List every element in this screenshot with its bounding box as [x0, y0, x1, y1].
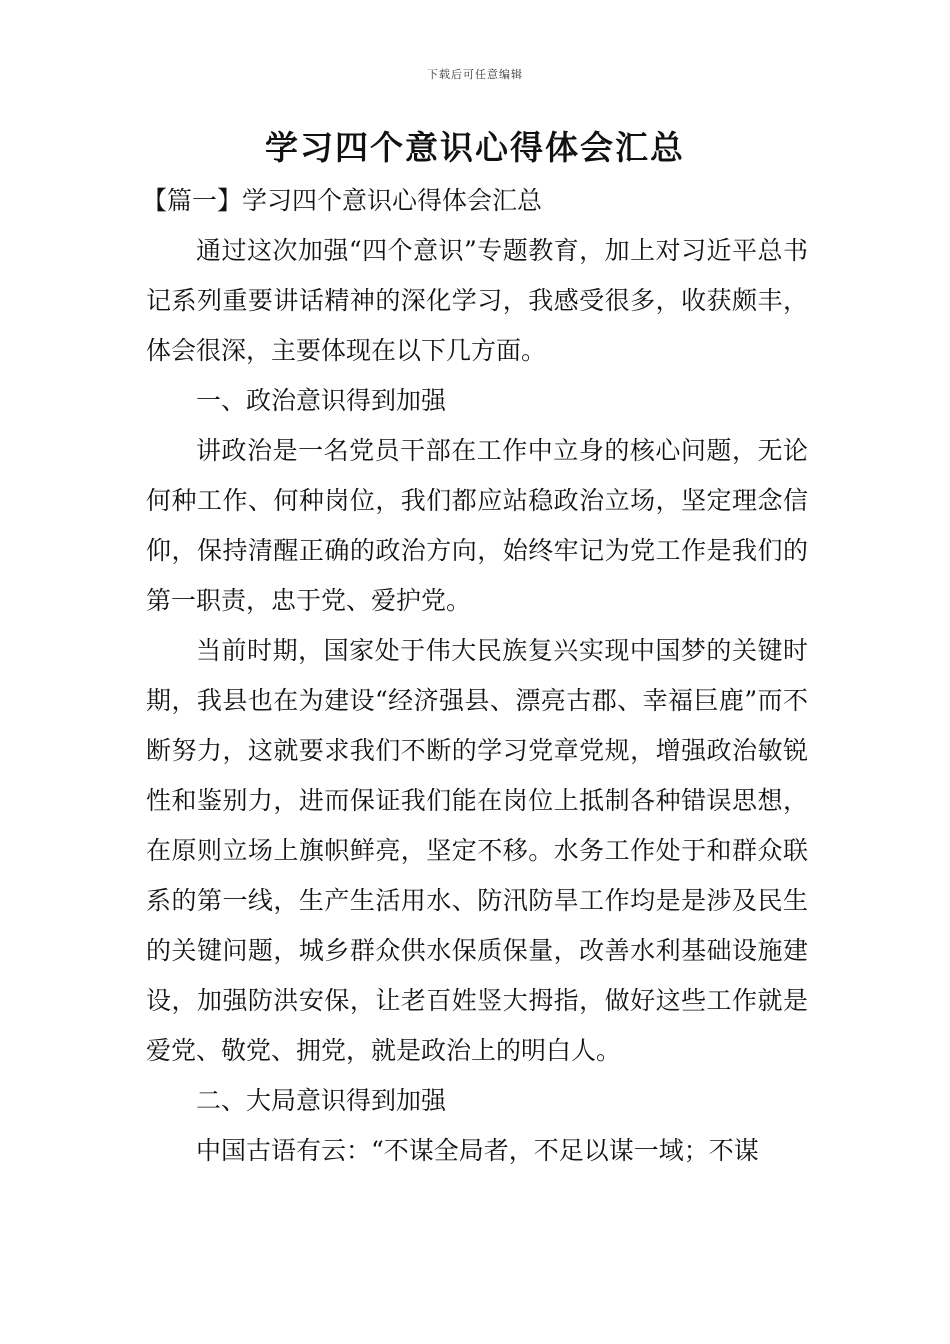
paragraph-political-2: 当前时期，国家处于伟大民族复兴实现中国梦的关键时期，我县也在为建设“经济强县、漂亮古郡、幸福巨鹿”而不断努力，这就要求我们不断的学习党章党规，增强政治敏锐性和鉴别力，进而保证我们能在岗位上抵制各种错误思想，在原则立场上旗帜鲜亮，坚定不移。水务工作处于和群众联系的第一线，生产生活用水、防汛防旱工作均是是涉及民生的关键问题，城乡群众供水保质保量，改善水利基础设施建设，加强防洪安保，让老百姓竖大拇指，做好这些工作就是爱党、敬党、拥党，就是政治上的明白人。 — [146, 636, 808, 1065]
paragraph-overall-1: 中国古语有云：“不谋全局者，不足以谋一域；不谋 — [196, 1136, 759, 1165]
section-heading-overall: 二、大局意识得到加强 — [196, 1086, 447, 1115]
paragraph-political-1: 讲政治是一名党员干部在工作中立身的核心问题，无论何种工作、何种岗位，我们都应站稳政治立场，坚定理念信仰，保持清醒正确的政治方向，始终牢记为党工作是我们的第一职责，忠于党、爱护党。 — [146, 436, 808, 615]
section-heading-political: 一、政治意识得到加强 — [196, 386, 447, 415]
document-subtitle: 【篇一】学习四个意识心得体会汇总 — [142, 186, 543, 215]
paragraph-intro: 通过这次加强“四个意识”专题教育，加上对习近平总书记系列重要讲话精神的深化学习，我感受很多，收获颇丰，体会很深，主要体现在以下几方面。 — [146, 236, 808, 365]
document-body — [142, 176, 808, 1176]
page-header-note: 下载后可任意编辑 — [427, 68, 523, 81]
document-title: 学习四个意识心得体会汇总 — [265, 128, 685, 167]
